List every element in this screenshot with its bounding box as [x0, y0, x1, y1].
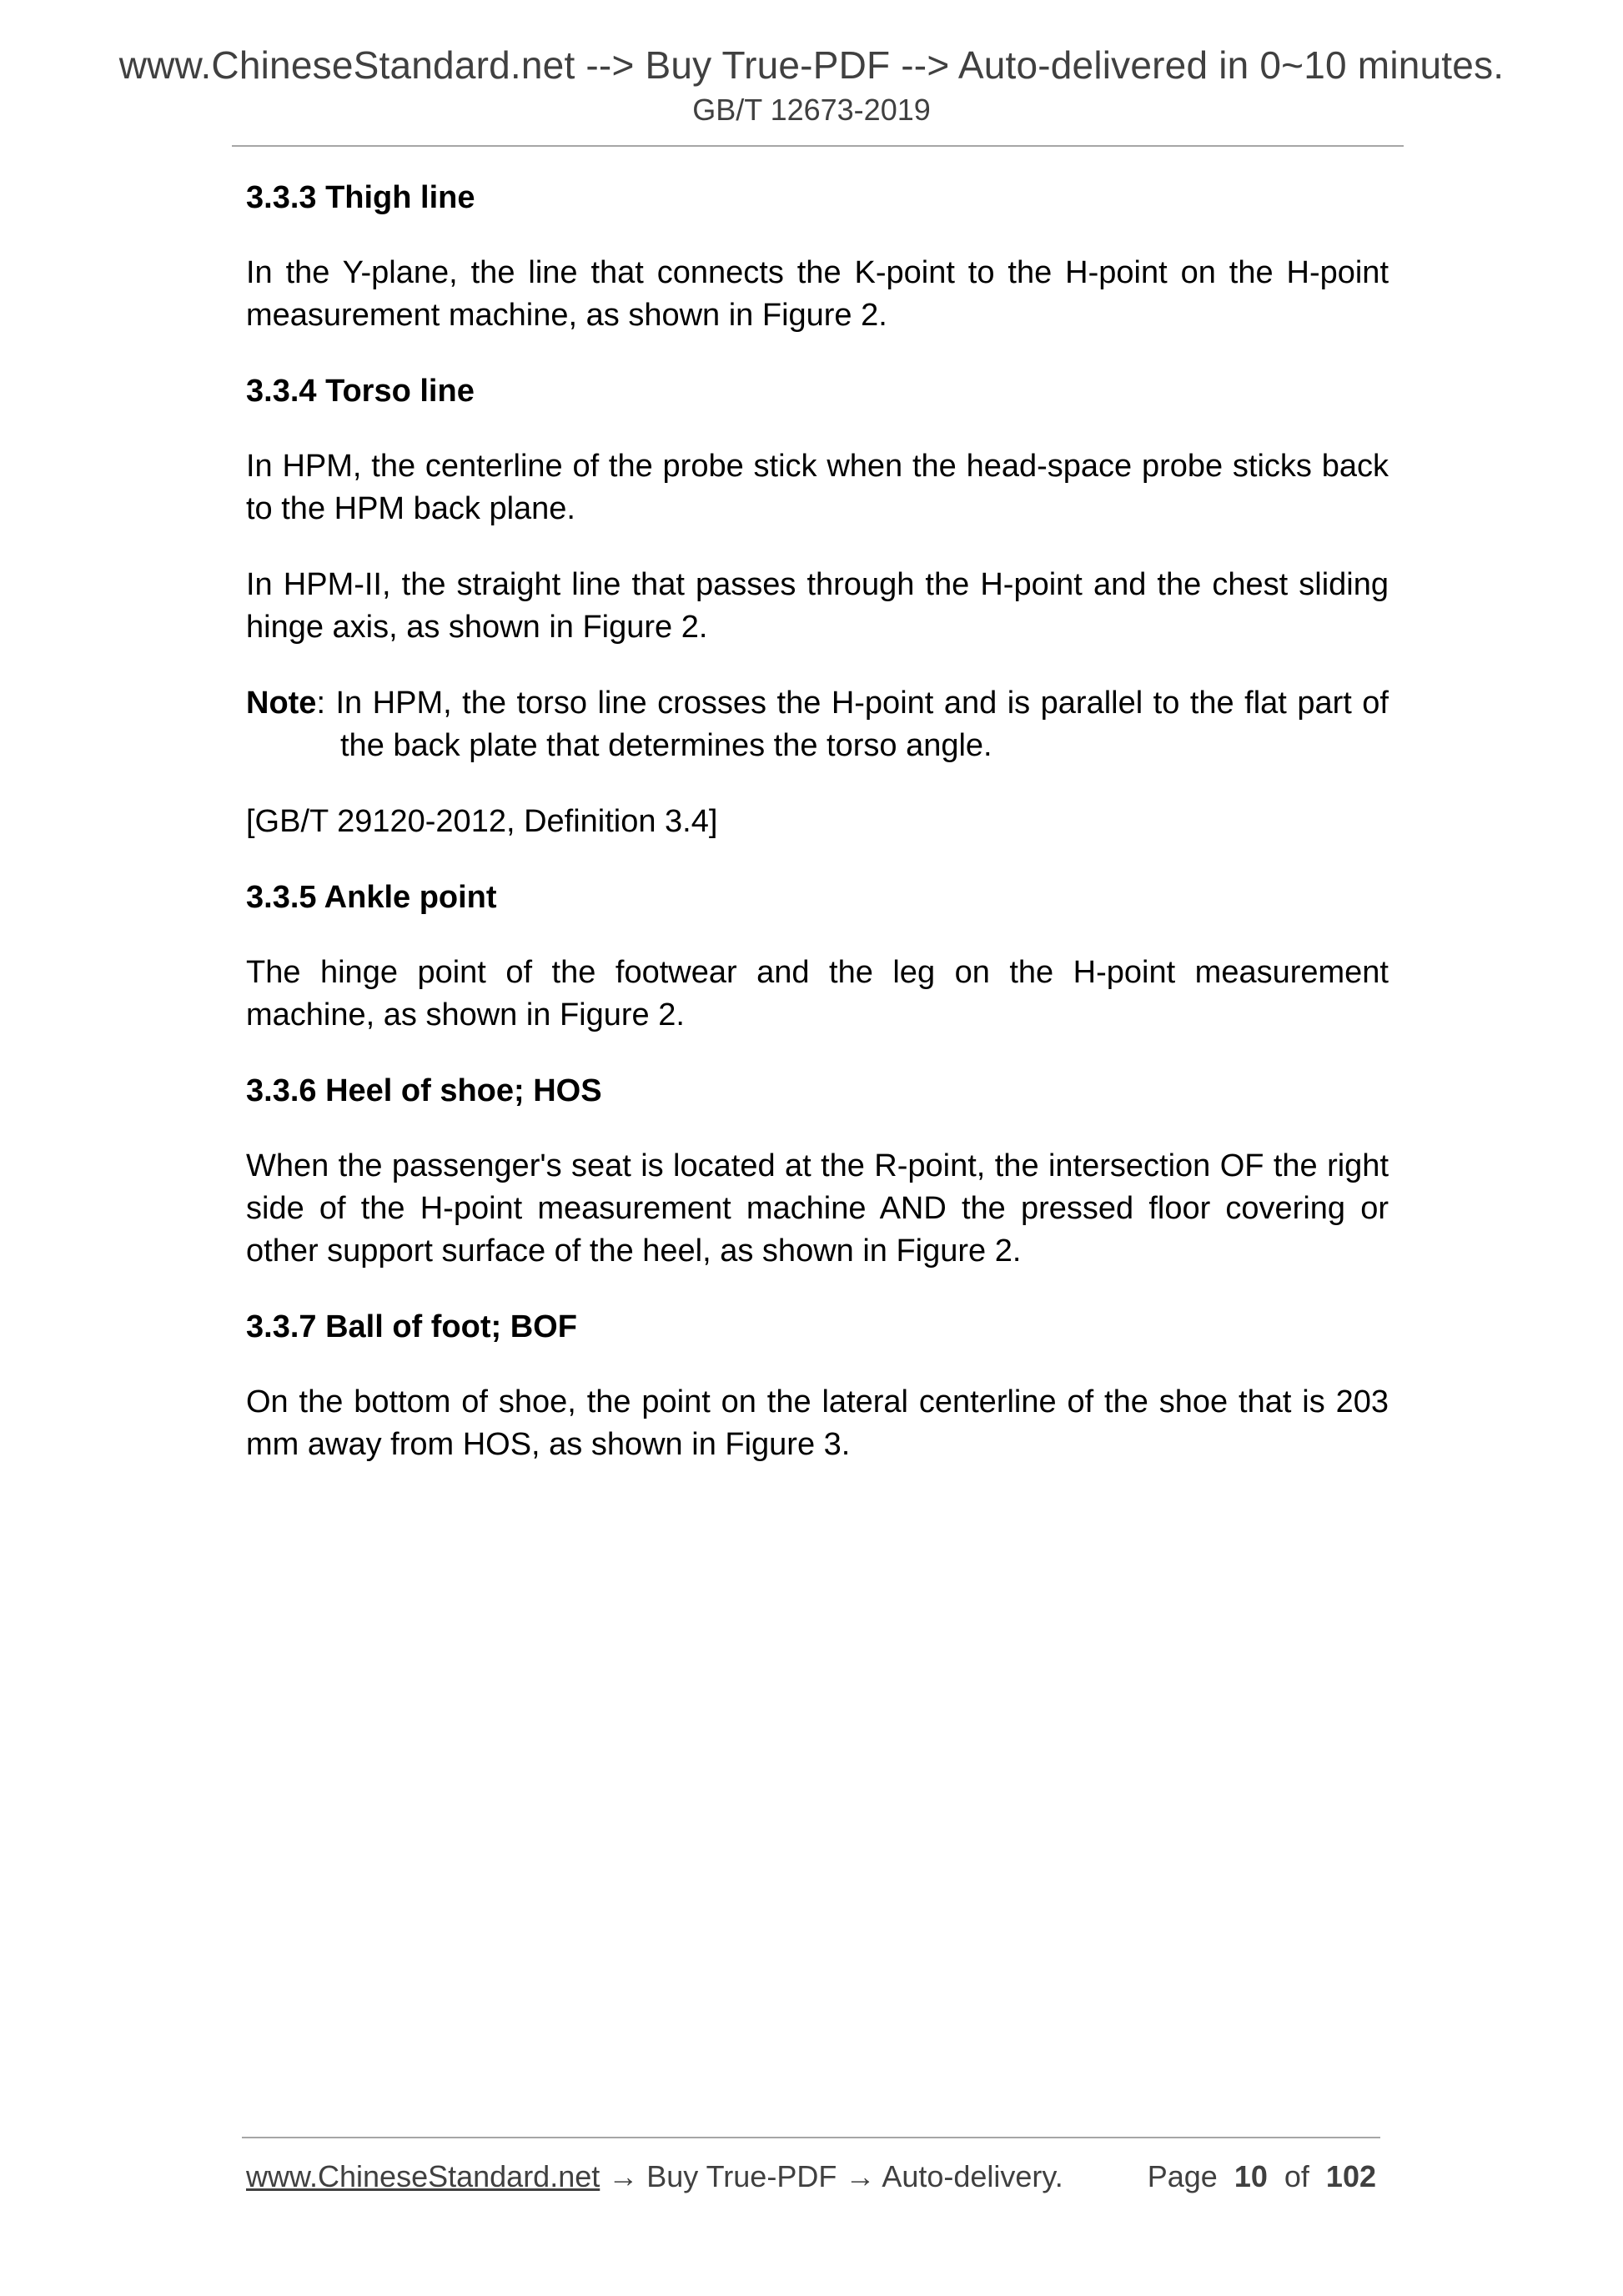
page-total: 102 — [1325, 2159, 1376, 2193]
section-paragraph: In HPM, the centerline of the probe stick when the head-space probe sticks back to the HPM back plane. — [246, 449, 1389, 526]
section-paragraph: On the bottom of shoe, the point on the lateral centerline of the shoe that is 203 mm away from HOS, as shown in Figure 3. — [246, 1384, 1389, 1462]
header-divider — [232, 145, 1404, 147]
footer-divider — [242, 2137, 1380, 2138]
page-of-label: of — [1284, 2159, 1309, 2193]
note-label: Note — [246, 686, 317, 721]
footer-promo-text: → Buy True-PDF → Auto-delivery. — [600, 2159, 1063, 2193]
page-header — [0, 40, 1623, 128]
section-paragraph: When the passenger's seat is located at the R-point, the intersection OF the right side of the H-point measurement machine AND the pressed floor covering or other support surface of the heel, as shown in Figure 2. — [246, 1148, 1389, 1269]
section-heading-ball-of-foot: 3.3.7 Ball of foot; BOF — [246, 1309, 577, 1344]
section-paragraph: In the Y-plane, the line that connects the K-point to the H-point on the H-point measurement machine, as shown in Figure 2. — [246, 255, 1389, 333]
section-heading-torso-line: 3.3.4 Torso line — [246, 374, 475, 409]
section-heading-thigh-line: 3.3.3 Thigh line — [246, 180, 475, 215]
section-paragraph: The hinge point of the footwear and the leg on the H-point measurement machine, as shown in Figure 2. — [246, 955, 1389, 1032]
note-text: : In HPM, the torso line crosses the H-point and is parallel to the flat part of the back plate that determines the torso angle. — [316, 686, 1389, 763]
note-paragraph — [246, 682, 1389, 767]
section-heading-ankle-point: 3.3.5 Ankle point — [246, 880, 497, 915]
page-label: Page — [1147, 2159, 1218, 2193]
section-paragraph: In HPM-II, the straight line that passes through the H-point and the chest sliding hinge axis, as shown in Figure 2. — [246, 567, 1389, 645]
footer-promo — [246, 2157, 1063, 2197]
header-standard-number: GB/T 12673-2019 — [692, 93, 931, 127]
footer-site-link[interactable]: www.ChineseStandard.net — [246, 2159, 600, 2193]
header-banner-text: www.ChineseStandard.net --> Buy True-PDF --> Auto-delivered in 0~10 minutes. — [118, 43, 1505, 87]
page-counter — [1148, 2157, 1376, 2197]
reference-citation: [GB/T 29120-2012, Definition 3.4] — [246, 804, 718, 839]
document-body — [246, 177, 1389, 1500]
page-number: 10 — [1234, 2159, 1268, 2193]
section-heading-heel-of-shoe: 3.3.6 Heel of shoe; HOS — [246, 1073, 602, 1108]
